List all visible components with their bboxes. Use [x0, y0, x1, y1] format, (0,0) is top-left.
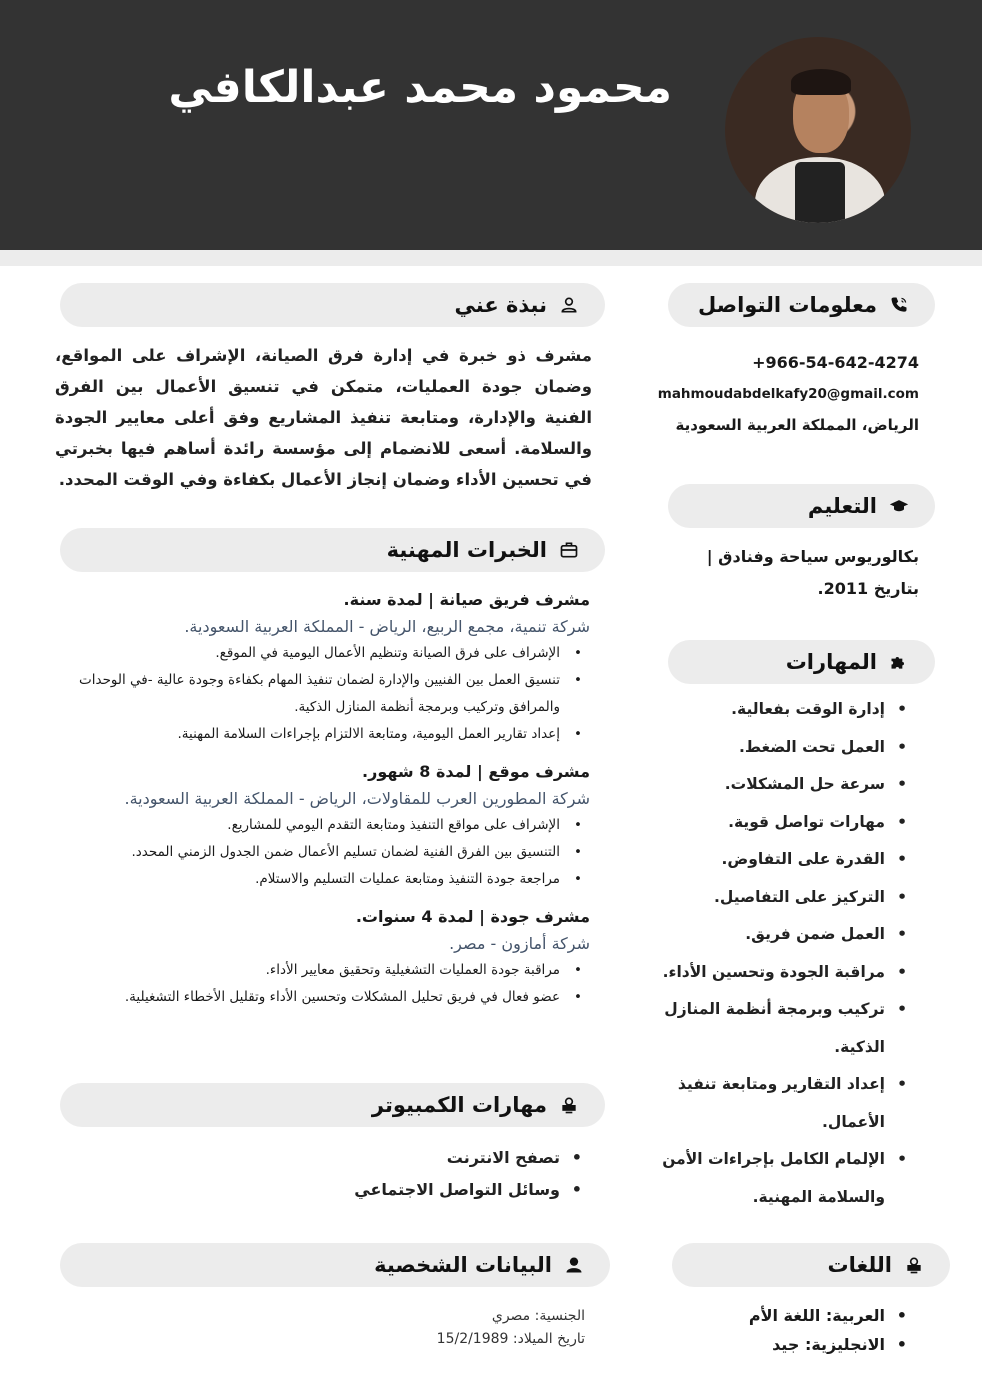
personal-details: [285, 1305, 585, 1351]
education-title: التعليم: [807, 494, 877, 518]
contact-title: معلومات التواصل: [698, 293, 877, 317]
job-entry: [30, 590, 590, 748]
email-address: mahmoudabdelkafy20@gmail.com: [657, 386, 919, 402]
job-bullet: • مراقبة جودة العمليات التشغيلية وتحقيق معايير الأداء.: [30, 957, 590, 984]
job-bullet: • مراجعة جودة التنفيذ ومتابعة عمليات التسليم والاستلام.: [30, 866, 590, 893]
about-text: مشرف ذو خبرة في إدارة فرق الصيانة، الإشراف على المواقع، وضمان جودة العمليات، متمكن في تنسيق الأعمال بين الفرق الفنية والإدارة، ومتابعة تنفيذ المشاريع وفق أعلى معايير الجودة والسلامة. أسعى للانضمام إلى مؤسسة رائدة أساهم فيها بخبرتي في تحسين الأداء وضمان إنجاز الأعمال بكفاءة وفي الوقت المحدد.: [55, 346, 592, 489]
job-company: شركة أمازون - مصر.: [449, 934, 590, 953]
date-of-birth: تاريخ الميلاد: 15/2/1989: [436, 1331, 585, 1347]
skill-item: • الإلمام الكامل بإجراءات الأمن والسلامة المهنية.: [655, 1141, 915, 1216]
nationality: الجنسية: مصري: [491, 1308, 585, 1324]
computer-skill-item: • وسائل التواصل الاجتماعي: [290, 1174, 590, 1206]
skill-item: • إعداد التقارير ومتابعة تنفيذ الأعمال.: [655, 1066, 915, 1141]
graduation-date: بتاريخ 2011.: [817, 579, 919, 598]
skills-list: [655, 691, 915, 1216]
experience-section-header: [60, 528, 605, 572]
job-bullet: • الإشراف على مواقع التنفيذ ومتابعة التقدم اليومي للمشاريع.: [30, 812, 590, 839]
degree: بكالوريوس سياحة وفنادق |: [706, 547, 919, 566]
contact-section-header: [668, 283, 935, 327]
job-bullet: • إعداد تقارير العمل اليومية، ومتابعة الالتزام بإجراءات السلامة المهنية.: [30, 721, 590, 748]
skills-section-header: [668, 640, 935, 684]
about-section: [55, 340, 592, 495]
skill-item: • سرعة حل المشكلات.: [655, 766, 915, 804]
computer-skills-section-header: [60, 1083, 605, 1127]
skill-item: • تركيب وبرمجة أنظمة المنازل الذكية.: [655, 991, 915, 1066]
job-title: مشرف فريق صيانة | لمدة سنة.: [343, 590, 590, 609]
contact-details: [619, 353, 919, 448]
profile-photo: [725, 37, 911, 223]
skill-item: • التركيز على التفاصيل.: [655, 879, 915, 917]
job-title: مشرف جودة | لمدة 4 سنوات.: [355, 907, 590, 926]
user-outline-icon: [559, 295, 579, 315]
job-bullet: • تنسيق العمل بين الفنيين والإدارة لضمان تنفيذ المهام بكفاءة وجودة عالية -في الوحدات والمرافق وتركيب وبرمجة أنظمة المنازل الذكية.: [30, 667, 590, 721]
languages-section-header: [672, 1243, 950, 1287]
computer-icon: [904, 1255, 924, 1275]
job-entry: [30, 762, 590, 893]
job-company: شركة المطورين العرب للمقاولات، الرياض - المملكة العربية السعودية.: [124, 789, 590, 808]
skill-item: • القدرة على التفاوض.: [655, 841, 915, 879]
job-bullet: • التنسيق بين الفرق الفنية لضمان تسليم الأعمال ضمن الجدول الزمني المحدد.: [30, 839, 590, 866]
education-entry: [659, 541, 919, 605]
header-divider: [0, 250, 982, 266]
job-company: شركة تنمية، مجمع الربيع، الرياض - المملكة العربية السعودية.: [184, 617, 590, 636]
skills-title: المهارات: [785, 650, 877, 674]
graduation-cap-icon: [889, 496, 909, 516]
skill-item: • العمل تحت الضغط.: [655, 729, 915, 767]
experience-title: الخبرات المهنية: [386, 538, 547, 562]
skill-item: • مهارات تواصل قوية.: [655, 804, 915, 842]
briefcase-icon: [559, 540, 579, 560]
job-bullet: • عضو فعال في فريق تحليل المشكلات وتحسين الأداء وتقليل الأخطاء التشغيلية.: [30, 984, 590, 1011]
job-entry: [30, 907, 590, 1011]
languages-title: اللغات: [827, 1253, 892, 1277]
job-title: مشرف موقع | لمدة 8 شهور.: [362, 762, 590, 781]
skill-item: • إدارة الوقت بفعالية.: [655, 691, 915, 729]
experience-list: [30, 590, 590, 1025]
about-title: نبذة عني: [454, 293, 547, 317]
skill-item: • مراقبة الجودة وتحسين الأداء.: [655, 954, 915, 992]
language-item: • الانجليزية: جيد: [655, 1330, 915, 1359]
user-icon: [564, 1255, 584, 1275]
languages-list: [655, 1301, 915, 1359]
about-section-header: [60, 283, 605, 327]
education-section-header: [668, 484, 935, 528]
personal-section-header: [60, 1243, 610, 1287]
skill-item: • العمل ضمن فريق.: [655, 916, 915, 954]
candidate-name: محمود محمد عبدالكافي: [168, 62, 672, 113]
computer-skills-list: [290, 1142, 590, 1206]
phone-icon: [889, 295, 909, 315]
computer-skills-title: مهارات الكمبيوتر: [371, 1093, 547, 1117]
computer-skill-item: • تصفح الانترنت: [290, 1142, 590, 1174]
computer-icon: [559, 1095, 579, 1115]
language-item: • العربية: اللغة الأم: [655, 1301, 915, 1330]
personal-title: البيانات الشخصية: [374, 1253, 552, 1277]
phone-number: +966-54-642-4274: [752, 353, 919, 372]
address: الرياض، المملكة العربية السعودية: [675, 416, 919, 434]
job-bullet: • الإشراف على فرق الصيانة وتنظيم الأعمال اليومية في الموقع.: [30, 640, 590, 667]
puzzle-icon: [889, 652, 909, 672]
